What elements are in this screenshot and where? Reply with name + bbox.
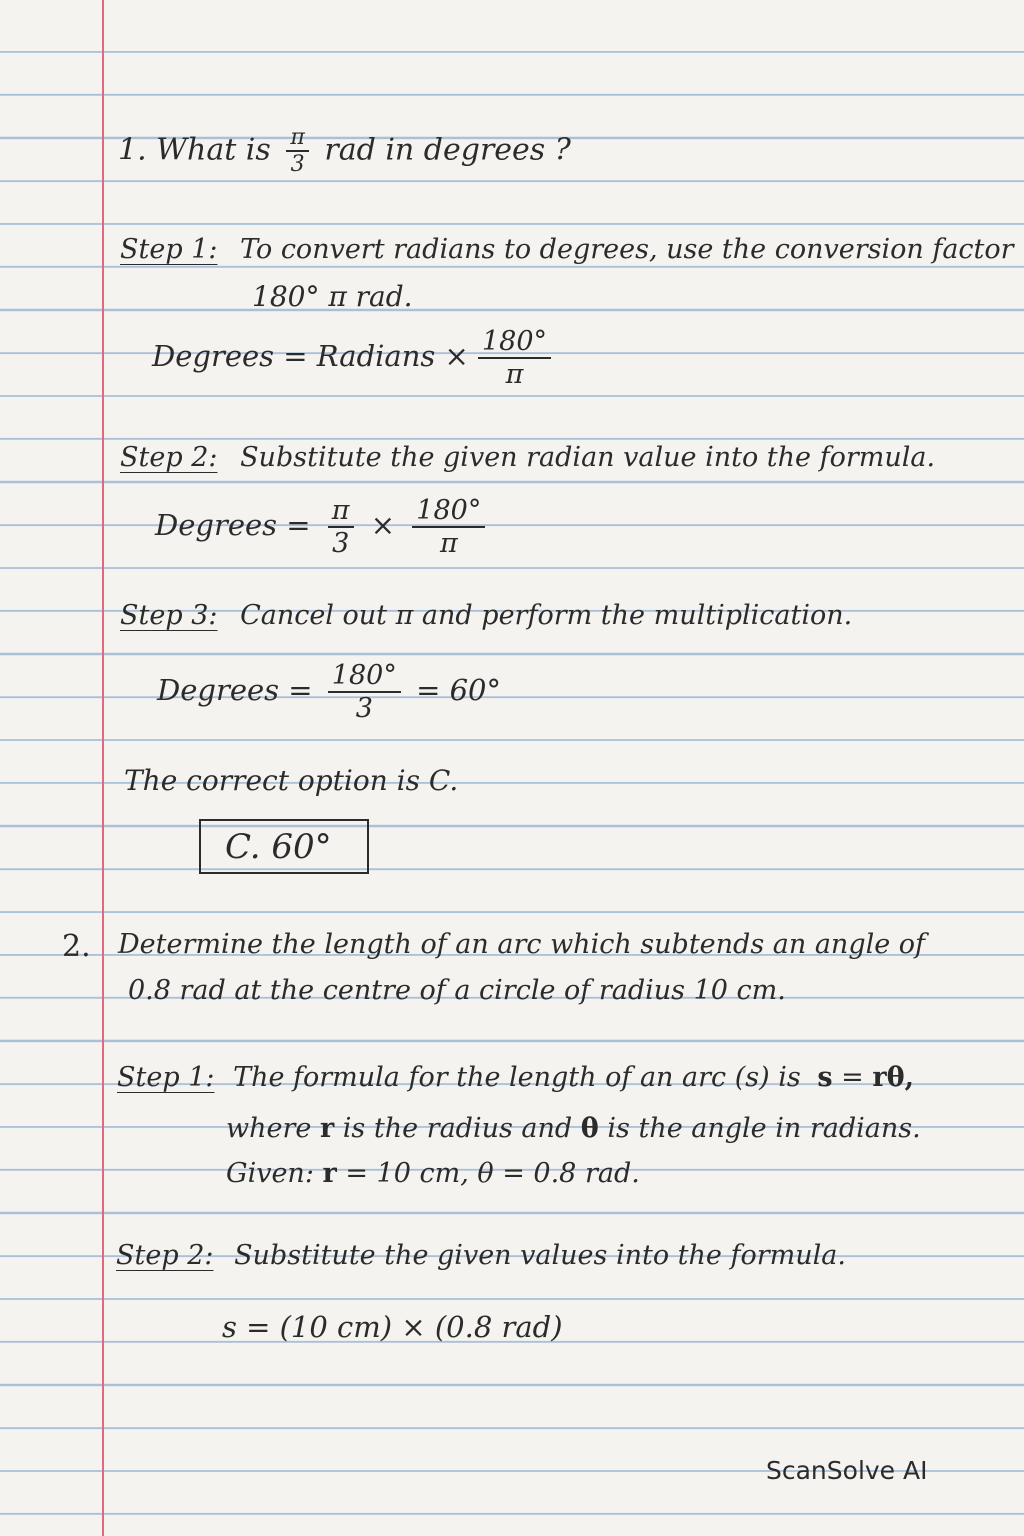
q2-step1-c-2: = 10 cm, θ = 0.8 rad. xyxy=(345,1158,640,1189)
q1-frac-num: π xyxy=(286,125,308,152)
q1-step3-eq-lhs: Degrees = xyxy=(157,673,313,708)
q2-step2-label: Step 2: xyxy=(116,1240,214,1271)
q2-step1-label: Step 1: xyxy=(117,1062,215,1093)
q2-step1-line3 xyxy=(226,1158,640,1189)
q2-step1-c-r: r xyxy=(322,1158,337,1189)
q1-prefix: 1. What is xyxy=(118,132,271,168)
q1-step1 xyxy=(120,234,1014,265)
q1-step1-label: Step 1: xyxy=(120,234,218,265)
q1-fraction xyxy=(286,125,308,178)
q1-step2-eq-f1-num: π xyxy=(328,495,354,528)
q1-step1-equation xyxy=(152,326,551,390)
q1-step3 xyxy=(120,600,852,631)
q2-line1: Determine the length of an arc which subtends an angle of xyxy=(118,929,926,960)
q1-step2-equation xyxy=(155,495,485,559)
q1-step1-text: To convert radians to degrees, use the conversion factor xyxy=(240,234,1014,265)
q1-step2-eq-times: × xyxy=(370,508,396,543)
q1-answer-box: C. 60° xyxy=(199,819,369,874)
q1-frac-den: 3 xyxy=(290,152,305,178)
q1-step3-eq-num: 180° xyxy=(328,660,401,693)
q2-step1-a: The formula for the length of an arc (s) is xyxy=(233,1062,801,1093)
q1-step2-eq-f1-den: 3 xyxy=(332,528,350,560)
q1-step3-text: Cancel out π and perform the multiplication. xyxy=(240,600,853,631)
q2-step1-formula-s: s xyxy=(817,1062,833,1093)
q1-step2-eq-fraction2 xyxy=(412,495,485,559)
q2-step1-b-3: is the angle in radians. xyxy=(607,1113,921,1144)
q2-step1 xyxy=(117,1062,914,1093)
q1-step2-eq-fraction1 xyxy=(328,495,354,559)
q1-step2-eq-f2-num: 180° xyxy=(412,495,485,528)
footer-brand: ScanSolve AI xyxy=(766,1456,928,1485)
q2-step2 xyxy=(116,1240,846,1271)
q2-step1-b-1: where xyxy=(226,1113,312,1144)
q1-step2-eq-f2-den: π xyxy=(439,528,458,560)
q1-step2-label: Step 2: xyxy=(120,442,218,473)
q1-step3-eq-rhs: = 60° xyxy=(416,673,501,708)
q1-step3-label: Step 3: xyxy=(120,600,218,631)
q2-number: 2. xyxy=(62,929,91,964)
margin-line xyxy=(102,0,104,1536)
q1-step1-eq-num: 180° xyxy=(478,326,551,359)
q1-step1-eq-den: π xyxy=(505,359,524,391)
q1-question xyxy=(118,125,571,178)
q1-suffix: rad in degrees ? xyxy=(324,132,571,168)
q2-step1-formula-eq: = xyxy=(841,1062,864,1093)
q2-step2-equation: s = (10 cm) × (0.8 rad) xyxy=(222,1310,563,1344)
q1-step3-equation xyxy=(157,660,501,724)
q2-step2-text: Substitute the given values into the formula. xyxy=(234,1240,846,1271)
q1-step2-eq-lhs: Degrees = xyxy=(155,508,311,543)
q2-step1-b-2: is the radius and xyxy=(342,1113,573,1144)
q1-step1-text2: 180° π rad. xyxy=(252,280,413,313)
q2-step1-formula-r: rθ, xyxy=(872,1062,914,1093)
q1-step1-eq-lhs: Degrees = Radians × xyxy=(152,339,469,374)
q1-step3-eq-den: 3 xyxy=(355,693,373,725)
q1-step2-text: Substitute the given radian value into the formula. xyxy=(240,442,936,473)
q2-step1-line2 xyxy=(226,1113,921,1144)
q1-step2 xyxy=(120,442,935,473)
q2-step1-c-1: Given: xyxy=(226,1158,314,1189)
q2-step1-b-r: r xyxy=(319,1113,335,1144)
q1-conclusion: The correct option is C. xyxy=(124,764,459,797)
q1-step3-eq-fraction xyxy=(328,660,401,724)
q2-step1-b-theta: θ xyxy=(580,1113,599,1144)
q1-step1-eq-fraction xyxy=(478,326,551,390)
q2-line2: 0.8 rad at the centre of a circle of radius 10 cm. xyxy=(128,975,786,1006)
